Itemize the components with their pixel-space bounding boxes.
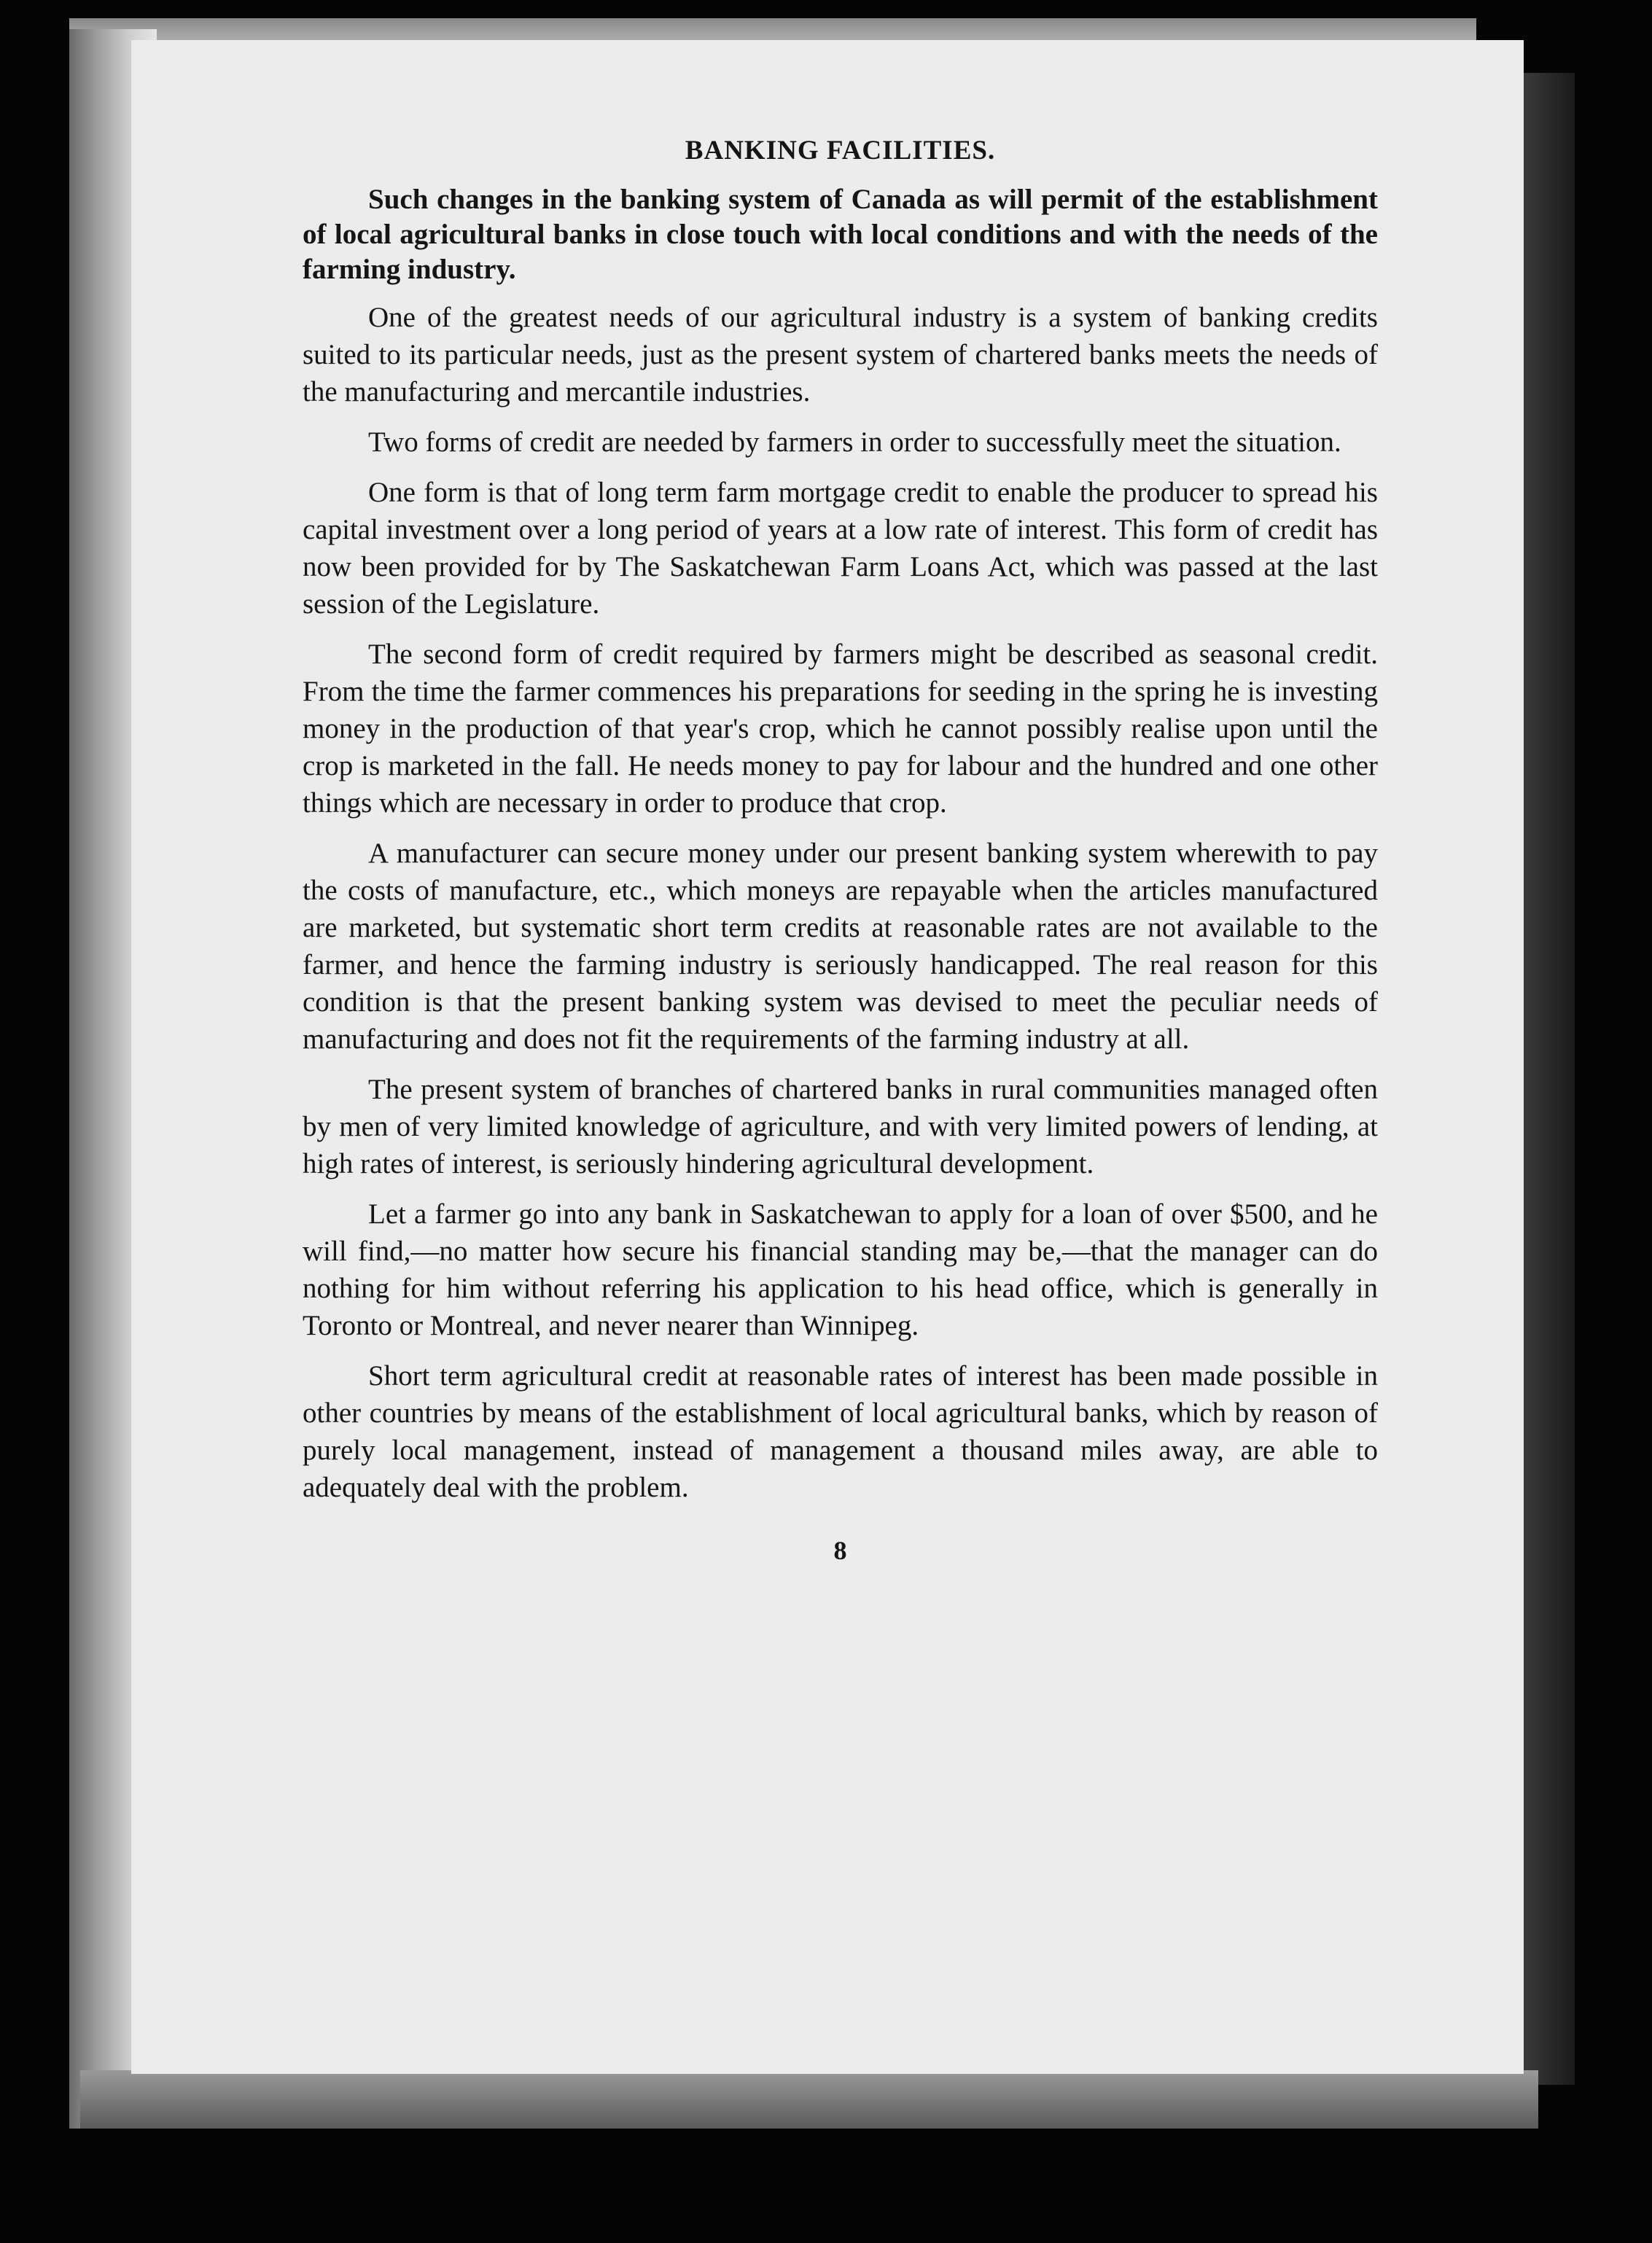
paragraph-2: Two forms of credit are needed by farmers in order to successfully meet the situation. <box>368 426 1341 458</box>
paragraph-7: Let a farmer go into any bank in Saskatchewan to apply for a loan of over $500, and he will find,—no matter how secure his financial standing may be,—that the manager can do nothing for him without referring his application to his head office, which is generally in Toronto or Montreal, and never nearer than Winnipeg. <box>303 1198 1378 1341</box>
scan-border-bottom <box>80 2070 1538 2129</box>
page-number: 8 <box>833 1536 847 1565</box>
scan-border-right <box>1524 73 1575 2085</box>
paragraph-6: The present system of branches of chartered banks in rural communities managed often by men of very limited knowledge of agriculture, and with very limited powers of lending, at high rates of interest, is seriously hindering agricultural development. <box>303 1074 1378 1179</box>
page-title: BANKING FACILITIES. <box>685 136 996 165</box>
lead-statement: Such changes in the banking system of Canada as will permit of the establishment of local agricultural banks in close touch with local conditions and with the needs of the farming industry. <box>303 184 1378 285</box>
document-page <box>131 40 1524 2074</box>
paragraph-5: A manufacturer can secure money under our present banking system wherewith to pay the costs of manufacture, etc., which moneys are repayable when the articles manufactured are marketed, but systematic short term credits at reasonable rates are not available to the farmer, and hence the farming industry is seriously handicapped. The real reason for this condition is that the present banking system was devised to meet the peculiar needs of manufacturing and does not fit the requirements of the farming industry at all. <box>303 838 1378 1055</box>
paragraph-1: One of the greatest needs of our agricultural industry is a system of banking credits suited to its particular needs, just as the present system of chartered banks meets the needs of the manufacturing and mercantile industries. <box>303 302 1378 407</box>
paragraph-3: One form is that of long term farm mortgage credit to enable the producer to spread his capital investment over a long period of years at a low rate of interest. This form of credit has now been provided for by The Saskatchewan Farm Loans Act, which was passed at the last session of the Legislature. <box>303 477 1378 620</box>
paragraph-8: Short term agricultural credit at reasonable rates of interest has been made possible in other countries by means of the establishment of local agricultural banks, which by reason of purely local management, instead of management a thousand miles away, are able to adequately deal with the problem. <box>303 1360 1378 1503</box>
paragraph-4: The second form of credit required by farmers might be described as seasonal credit. From the time the farmer commences his preparations for seeding in the spring he is investing money in the production of that year's crop, which he cannot possibly realise upon until the crop is marketed in the fall. He needs money to pay for labour and the hundred and one other things which are necessary in order to produce that crop. <box>303 639 1378 819</box>
